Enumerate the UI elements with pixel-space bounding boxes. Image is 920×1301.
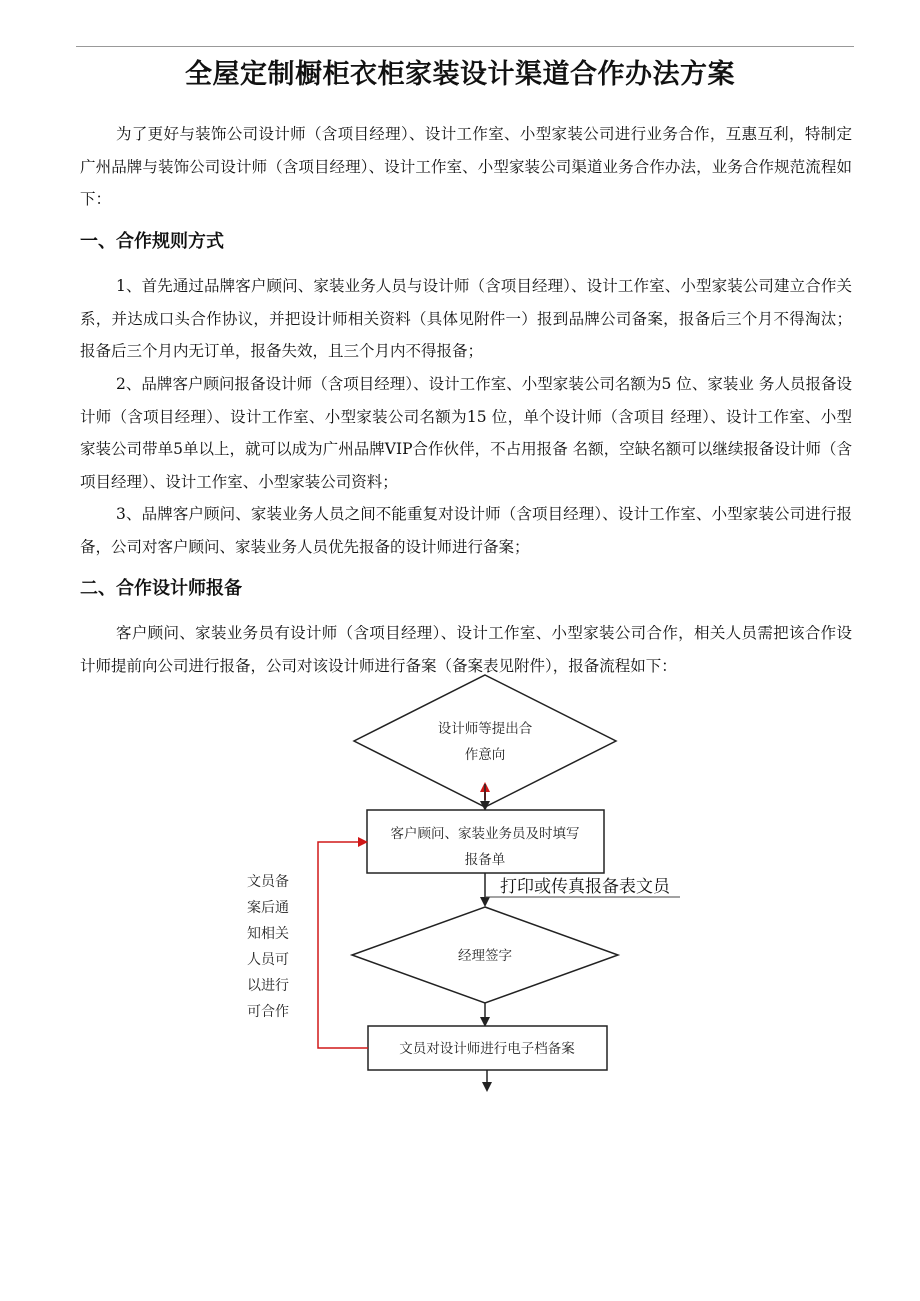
side-note-line-3: 知相关 — [247, 926, 289, 942]
section-2-heading: 二、合作设计师报备 — [80, 578, 242, 599]
side-note-line-2: 案后通 — [247, 900, 289, 916]
side-note-line-1: 文员备 — [247, 874, 289, 890]
flow-node-3-text: 经理签字 — [458, 948, 512, 964]
section-1-item-2: 2、品牌客户顾问报备设计师（含项目经理）、设计工作室、小型家装公司名额为5 位、家装业 务人员报备设计师（含项目经理）、设计工作室、小型家装公司名额为15 位，单个设计师（含项目 经理）、设计工作室、小型家装公司带单5单以上，就可以成为广州品牌VIP合作伙伴，不占用报备 名额，空缺名额可以继续报备设计师（含项目经理）、设计工作室、小型家装公司资料； — [80, 375, 852, 491]
intro-paragraph: 为了更好与装饰公司设计师（含项目经理）、设计工作室、小型家装公司进行业务合作，互惠互利，特制定广州品牌与装饰公司设计师（含项目经理）、设计工作室、小型家装公司渠道业务合作办法，业务合作规范流程如下： — [80, 125, 852, 208]
side-note-line-5: 以进行 — [247, 978, 289, 994]
flow-feedback-loop — [318, 842, 368, 1048]
flow-node-4-text: 文员对设计师进行电子档备案 — [399, 1041, 575, 1057]
flow-node-1-line-2: 作意向 — [464, 747, 506, 763]
flow-node-2-line-2: 报备单 — [464, 852, 506, 868]
section-2-paragraph: 客户顾问、家装业务员有设计师（含项目经理）、设计工作室、小型家装公司合作，相关人员需把该合作设计师提前向公司进行报备，公司对该设计师进行备案（备案表见附件），报备流程如下： — [80, 624, 852, 675]
section-1-heading: 一、合作规则方式 — [80, 231, 224, 252]
flow-edge-label: 打印或传真报备表文员 — [500, 877, 670, 897]
section-1-item-3: 3、品牌客户顾问、家装业务人员之间不能重复对设计师（含项目经理）、设计工作室、小型家装公司进行报备，公司对客户顾问、家装业务人员优先报备的设计师进行备案； — [80, 505, 852, 556]
flow-node-manager-sign — [352, 907, 618, 1003]
flow-node-fill-form — [367, 810, 604, 873]
flow-side-note — [247, 874, 289, 1020]
document-title: 全屋定制橱柜衣柜家装设计渠道合作办法方案 — [185, 59, 735, 90]
side-note-line-4: 人员可 — [247, 952, 289, 968]
side-note-line-6: 可合作 — [247, 1004, 289, 1020]
flow-node-2-line-1: 客户顾问、家装业务员及时填写 — [390, 826, 580, 842]
flow-node-archive — [368, 1026, 607, 1070]
flow-node-1-line-1: 设计师等提出合 — [437, 721, 533, 737]
section-1-item-1: 1、首先通过品牌客户顾问、家装业务人员与设计师（含项目经理）、设计工作室、小型家装公司建立合作关系，并达成口头合作协议，并把设计师相关资料（具体见附件一）报到品牌公司备案，报备后三个月不得淘汰；报备后三个月内无订单，报备失效，且三个月内不得报备； — [80, 277, 852, 360]
